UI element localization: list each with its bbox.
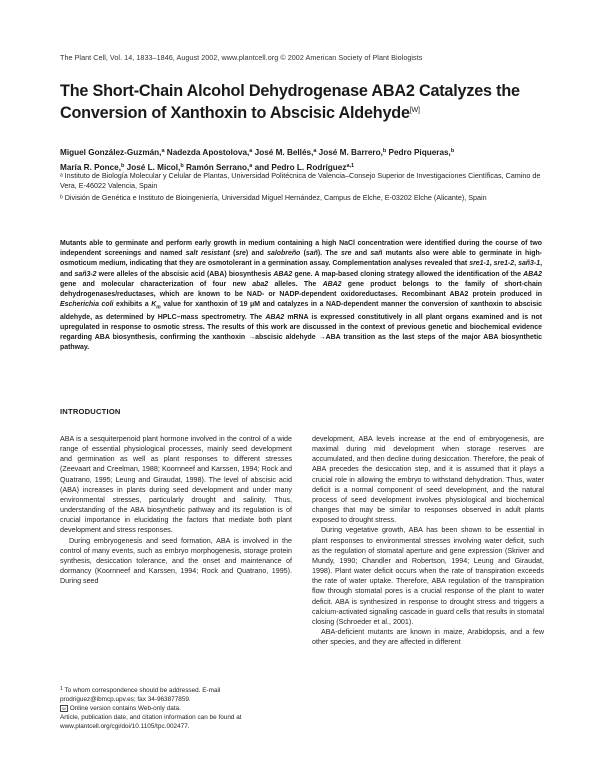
right-column bbox=[312, 434, 544, 647]
affiliation-mark: b bbox=[120, 162, 125, 169]
paragraph: During vegetative growth, ABA has been shown to be essential in plant responses to environmental stresses involving water deficit, such as the regulation of stomatal aperture and gene expression (Skriver and Mundy, 1990; Chandler and Robertson, 1994; Leung and Giraudat, 1998). Plant water deficit occurs when the rate of transpiration exceeds the rate of water uptake. Therefore, ABA regulation of the transpiration flow through stomatal pores is a crucial response of the plant to water deficit. ABA is synthesized in response to drought stress and triggers a calcium-activated signaling cascade in guard cells that results in stomatal closing (Schroeder et al., 2001). bbox=[312, 526, 544, 626]
abstract-segment: were alleles of the abscisic acid (ABA) biosynthesis bbox=[96, 270, 274, 278]
abstract-segment: mRNA is expressed constitutively in all plant organs examined and is not upregulated in response to osmotic stress. The results of this work are discussed in the context of previous genetic and biochemical evidence regarding ABA biosynthesis, confirming the xanthoxin →abscisic aldehyde →ABA transition as the last steps of the major ABA biosynthetic pathway. bbox=[60, 313, 543, 352]
affiliation-mark: a bbox=[161, 148, 165, 154]
left-column bbox=[60, 434, 292, 586]
footnote-text: To whom correspondence should be addressed. E-mail prodriguez@ibmcp.upv.es; fax 34-963877859. bbox=[60, 687, 221, 703]
abstract-segment: exhibits a bbox=[113, 301, 152, 309]
title-line-2-text: Conversion of Xanthoxin to Abscisic Aldehyde bbox=[60, 104, 410, 122]
abstract-segment: ). The bbox=[317, 250, 342, 258]
footnotes bbox=[60, 685, 292, 731]
footnote-correspondence bbox=[60, 685, 292, 704]
affiliation-mark: b bbox=[450, 148, 455, 154]
abstract-segment: sre1-1 bbox=[469, 260, 490, 268]
abstract-segment: ABA2 bbox=[523, 270, 542, 278]
abstract-segment: alleles. The bbox=[268, 280, 323, 288]
abstract-segment: , bbox=[514, 260, 519, 268]
paragraph: ABA-deficient mutants are known in maize, Arabidopsis, and a few other species, and they are affected in different bbox=[312, 627, 544, 647]
abstract-segment: ) and bbox=[245, 250, 268, 258]
author-list bbox=[60, 145, 560, 174]
affiliation-a: ᵃ Instituto de Biología Molecular y Celular de Plantas, Universidad Politécnica de Valencia–Consejo Superior de Investigaciones Científicas, Camino de Vera, E-46022 Valencia, Spain bbox=[60, 171, 541, 191]
author-name: José M. Barrero, bbox=[316, 148, 383, 157]
abstract-segment: sañ3-2 bbox=[74, 270, 97, 278]
affiliation-mark: a bbox=[313, 148, 317, 154]
title-mark: W bbox=[411, 107, 418, 114]
abstract-segment: ABA2 bbox=[265, 313, 285, 321]
abstract-segment: Mutants able to germinate and perform early growth in medium containing a high NaCl concentration were identified during the course of two independent screenings and named bbox=[60, 240, 542, 258]
abstract-segment: mutants also were able to germinate in high-osmoticum medium, indicating that they are osmotolerant in a germination assay. Complementation analyses revealed that bbox=[60, 250, 542, 268]
abstract bbox=[60, 239, 542, 354]
section-heading: INTRODUCTION bbox=[60, 407, 121, 416]
paper-title bbox=[60, 82, 550, 123]
journal-header: The Plant Cell, Vol. 14, 1833–1846, August 2002, www.plantcell.org © 2002 American Society of Plant Biologists bbox=[60, 53, 423, 62]
author-name: José L. Micol, bbox=[124, 162, 181, 172]
abstract-segment: sañ3-1 bbox=[518, 260, 541, 268]
author-line-1 bbox=[60, 145, 560, 160]
affiliation-b: ᵇ División de Genética e Instituto de Bioingeniería, Universidad Miguel Hernández, Campus de Elche, E-03202 Elche (Alicante), Spain bbox=[60, 193, 487, 203]
abstract-segment: m bbox=[156, 304, 161, 311]
abstract-segment: Escherichia coli bbox=[60, 301, 114, 309]
paragraph: During embryogenesis and seed formation, ABA is involved in the control of many events, such as embryo morphogenesis, storage protein synthesis, desiccation tolerance, and the onset and maintenance of dormancy (Koornneef and Karssen, 1994; Rock and Quatrano, 1995). During seed bbox=[60, 536, 292, 586]
abstract-segment: K bbox=[151, 301, 157, 309]
author-name: Nadezda Apostolova, bbox=[164, 148, 250, 157]
affiliation-mark: a,1 bbox=[346, 162, 355, 169]
author-name: Ramón Serrano, bbox=[183, 162, 250, 172]
web-only-icon: W bbox=[60, 705, 68, 712]
title-line-2 bbox=[60, 101, 550, 123]
paragraph: development, ABA levels increase at the end of embryogenesis, are maximal during mid development when storage reserves are accumulated, and then decline during desiccation. Therefore, the peak of ABA precedes the desiccation step, and it is assumed that it plays a crucial role in allowing the embryo to withstand dehydration. Thus, water deficit is a normal component of seed development, and the natural process of seed development involves physiological and biochemical changes that may be similar to responses observed in adult plants exposed to drought stress. bbox=[312, 435, 544, 525]
abstract-segment: , and bbox=[60, 260, 543, 278]
abstract-segment: sre1-2 bbox=[493, 260, 515, 268]
abstract-segment: salt resistant bbox=[185, 250, 230, 258]
abstract-segment: sañ bbox=[370, 250, 383, 258]
abstract-segment: ABA2 bbox=[322, 280, 342, 288]
affiliation-mark: a bbox=[249, 162, 253, 169]
author-name: José M. Bellés, bbox=[252, 148, 314, 157]
affiliations bbox=[60, 171, 550, 206]
abstract-segment: sre bbox=[341, 250, 352, 258]
abstract-segment: value for xanthoxin of 19 μM and catalyzes in a NAD-dependent manner the conversion of xanthoxin to abscisic aldehyde, as determined by HPLC–mass spectrometry. The bbox=[60, 301, 542, 321]
abstract-segment: ( bbox=[300, 250, 306, 258]
abstract-segment: gene. A map-based cloning strategy allowed the identification of the bbox=[292, 270, 524, 278]
abstract-segment: ( bbox=[229, 250, 236, 258]
abstract-segment: gene and molecular characterization of four new bbox=[60, 280, 253, 288]
affiliation-mark: a bbox=[249, 148, 253, 154]
footnote-text: Online version contains Web-only data. bbox=[69, 705, 181, 712]
abstract-segment: gene product belongs to the family of short-chain dehydrogenases/reductases, which are known to be NAD- or NADP-dependent oxidoreductases. Recombinant ABA2 protein produced in bbox=[60, 280, 542, 299]
abstract-segment: sre bbox=[235, 250, 246, 258]
abstract-segment: ABA2 bbox=[273, 270, 293, 278]
footnote-citation: Article, publication date, and citation information can be found at www.plantcell.org/cgi/doi/10.1105/tpc.002477. bbox=[60, 714, 242, 730]
abstract-segment: sañ bbox=[305, 250, 318, 258]
web-only-mark-icon: [W] bbox=[409, 107, 420, 114]
footnote-web-data bbox=[60, 704, 292, 713]
author-name: and Pedro L. Rodríguez bbox=[252, 162, 347, 172]
abstract-segment: salobreño bbox=[267, 250, 301, 258]
abstract-segment: and bbox=[351, 250, 371, 258]
affiliation-mark: b bbox=[382, 148, 387, 154]
paragraph: ABA is a sesquiterpenoid plant hormone involved in the control of a wide range of essential physiological processes, mainly seed development and germination as well as plant responses to different stresses (Zeevaart and Creelman, 1988; Koornneef and Karssen, 1994; Rock and Quatrano, 1995; Leung and Giraudat, 1998). The level of abscisic acid (ABA) increases in plants during seed development and under many environmental stresses, particularly drought and salinity. Thus, understanding of the ABA biosynthetic pathway and its regulation is of crucial importance in elucidating the factors that mediate both plant development and stress responses. bbox=[60, 435, 292, 535]
author-name: Pedro Piqueras, bbox=[386, 148, 451, 157]
author-name: Miguel González-Guzmán, bbox=[60, 148, 162, 157]
title-line-1: The Short-Chain Alcohol Dehydrogenase ABA2 Catalyzes the bbox=[60, 82, 520, 100]
footnote-mark: 1 bbox=[60, 686, 63, 692]
affiliation-mark: b bbox=[180, 162, 184, 169]
author-name: María R. Ponce, bbox=[60, 162, 121, 172]
abstract-segment: , bbox=[489, 260, 494, 268]
abstract-segment: aba2 bbox=[252, 280, 269, 288]
